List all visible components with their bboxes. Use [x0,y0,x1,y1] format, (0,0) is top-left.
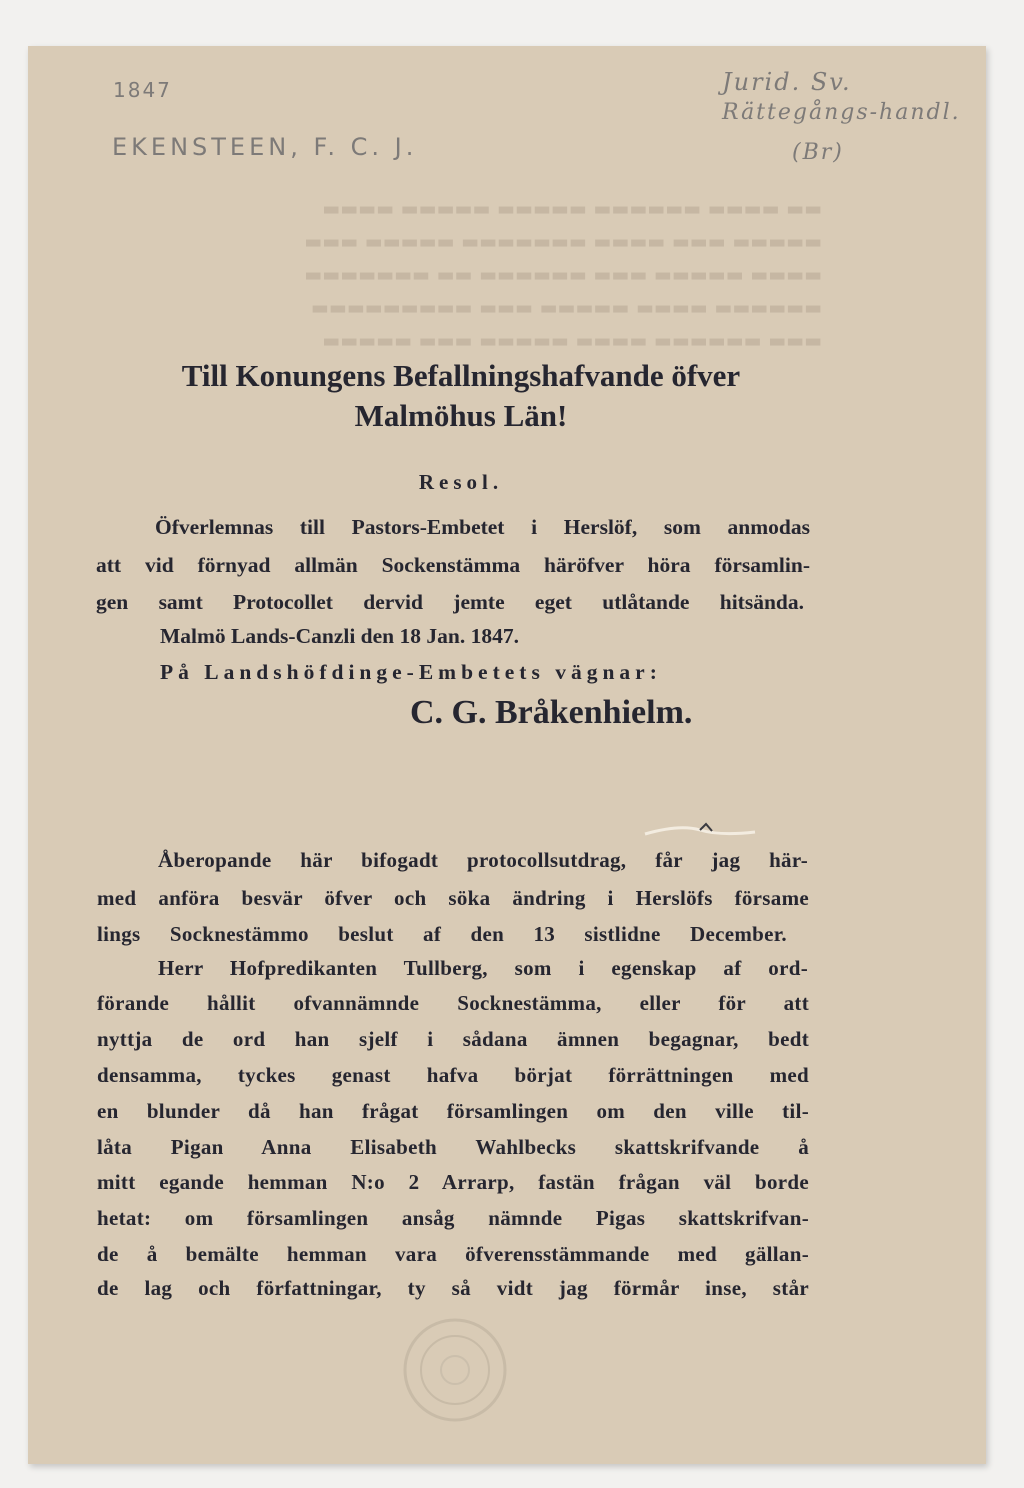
office-line: På Landshöfdinge-Embetets vägnar: [160,660,662,684]
petition-line: de å bemälte hemman vara öfverensstämmande med gällan- [97,1242,809,1266]
handwritten-category-3: (Br) [792,140,844,165]
petition-line: Åberopande här bifogadt protocollsutdrag, får jag här- [158,848,808,872]
resolution-label: Resol. [418,470,504,494]
library-stamp [395,1310,515,1430]
petition-line: lings Socknestämmo beslut af den 13 sistlidne December. [97,922,787,946]
petition-line: de lag och författningar, ty så vidt jag förmår inse, står [97,1276,809,1300]
show-through-texture: ▬▬ ▬▬▬▬ ▬▬▬▬▬▬ ▬▬▬▬▬ ▬▬▬▬▬ ▬▬▬▬ ▬▬▬▬▬ ▬▬▬ ▬▬▬▬ ▬▬▬▬▬▬▬ ▬▬▬▬▬ ▬▬▬ ▬▬▬▬ ▬▬▬▬▬ ▬▬▬ ▬▬▬▬▬▬ ▬▬ ▬▬▬▬▬▬▬ ▬▬▬▬▬▬ ▬▬▬▬ ▬▬▬▬▬ ▬▬▬ ▬▬▬▬▬▬▬▬▬ ▬▬▬ ▬▬▬▬▬▬ ▬▬▬▬ ▬▬▬▬▬ ▬▬▬ ▬▬▬▬▬ [304,198,822,352]
petition-line: densamma, tyckes genast hafva börjat förrättningen med [97,1063,809,1087]
resolution-line: att vid förnyad allmän Sockenstämma häröfver höra församlin- [96,553,810,577]
heading-line-2: Malmöhus Län! [354,398,568,433]
handwritten-year: 1847 [113,78,172,102]
petition-line: en blunder då han frågat församlingen om den ville til- [97,1099,809,1123]
handwritten-category-2: Rättegångs-handl. [722,100,961,125]
petition-line: förande hållit ofvannämnde Socknestämma, eller för att [97,991,809,1015]
resolution-date: Malmö Lands-Canzli den 18 Jan. 1847. [160,624,519,648]
signer-name: C. G. Bråkenhielm. [410,694,693,731]
petition-line: Herr Hofpredikanten Tullberg, som i egenskap af ord- [158,956,808,980]
heading-line-1: Till Konungens Befallningshafvande öfver [181,358,741,393]
resolution-line: gen samt Protocollet dervid jemte eget utlåtande hitsända. [96,590,804,614]
petition-line: nyttja de ord han sjelf i sådana ämnen begagnar, bedt [97,1027,809,1051]
petition-line: låta Pigan Anna Elisabeth Wahlbecks skattskrifvande å [97,1135,809,1159]
handwritten-category-1: Jurid. Sv. [722,68,852,96]
petition-line: mitt egande hemman N:o 2 Arrarp, fastän frågan väl borde [97,1170,809,1194]
resolution-line: Öfverlemnas till Pastors-Embetet i Herslöf, som anmodas [155,515,810,539]
handwritten-author: EKENSTEEN, F. C. J. [112,133,418,161]
petition-line: hetat: om församlingen ansåg nämnde Pigas skattskrifvan- [97,1206,809,1230]
paper-tear [640,812,760,852]
petition-line: med anföra besvär öfver och söka ändring i Herslöfs försame [97,886,809,910]
